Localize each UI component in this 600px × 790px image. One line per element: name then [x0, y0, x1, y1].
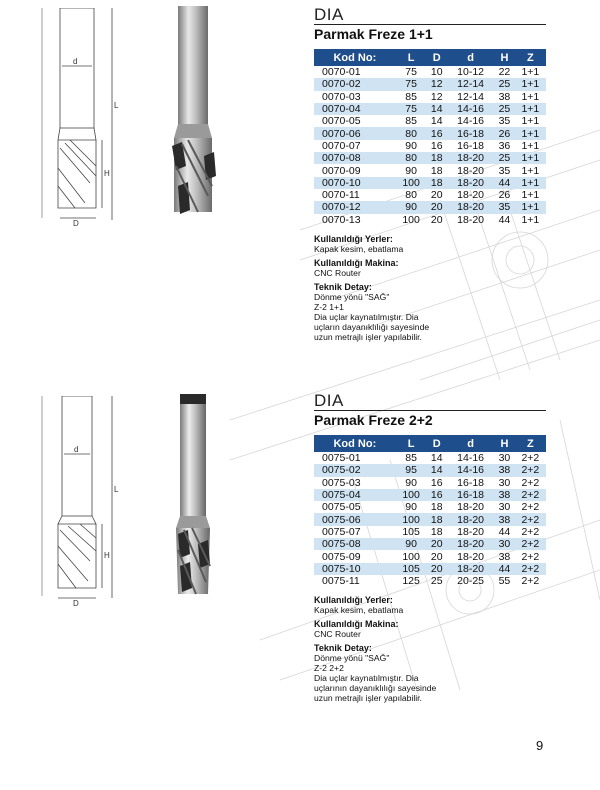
table-cell: 38	[494, 513, 515, 525]
drawing-label-L: L	[114, 485, 119, 494]
table-row	[314, 164, 546, 176]
table-row	[314, 78, 546, 90]
table-cell: 0070-12	[314, 201, 396, 213]
table-cell: 1+1	[515, 152, 546, 164]
table-cell: 105	[396, 563, 427, 575]
table-cell: 35	[498, 115, 511, 128]
product-photo-2	[168, 394, 218, 598]
column-header: d	[447, 435, 494, 452]
table-cell: 18	[430, 525, 443, 538]
table-cell: 0070-07	[322, 139, 361, 152]
spec-table-header	[314, 435, 546, 452]
table-cell: 85	[405, 90, 417, 103]
table-cell: 0070-08	[314, 152, 396, 164]
table-row	[314, 140, 546, 152]
drawing-label-D: D	[73, 599, 79, 606]
table-cell: 125	[402, 575, 420, 588]
table-cell: 35	[498, 164, 511, 177]
series-label: DIA	[314, 391, 344, 410]
table-cell: 18-20	[447, 513, 494, 525]
product-section-1	[0, 0, 600, 380]
table-row	[314, 103, 546, 115]
column-header: L	[396, 435, 427, 452]
table-cell: 16	[430, 476, 443, 489]
table-cell: 2+2	[515, 464, 546, 476]
table-cell: 14-16	[457, 115, 485, 128]
table-cell: 75	[396, 78, 427, 90]
table-cell: 0075-09	[322, 550, 361, 563]
table-cell: 20	[427, 538, 448, 550]
table-cell: 18-20	[457, 501, 485, 514]
table-cell: 16	[427, 127, 448, 139]
table-cell: 18-20	[447, 201, 494, 213]
table-cell: 18	[430, 501, 443, 514]
table-cell: 18	[427, 152, 448, 164]
table-cell: 0070-11	[322, 189, 360, 202]
table-cell: 2+2	[521, 452, 540, 465]
table-cell: 90	[405, 139, 417, 152]
product-section-2	[0, 392, 600, 722]
table-cell: 30	[494, 538, 515, 550]
table-row	[314, 550, 546, 562]
table-row	[314, 489, 546, 501]
product-info-2	[314, 595, 546, 703]
table-cell: 20	[427, 563, 448, 575]
table-cell: 75	[405, 66, 417, 79]
table-cell: 18-20	[457, 550, 485, 563]
table-cell: 95	[396, 464, 427, 476]
spec-table	[314, 49, 546, 226]
table-cell: 12	[430, 90, 443, 103]
table-cell: 12	[427, 78, 448, 90]
table-cell: 1+1	[521, 115, 540, 128]
column-header: Kod No:	[314, 435, 396, 452]
table-cell: 75	[396, 103, 427, 115]
table-cell: 30	[498, 476, 511, 489]
table-cell: 1+1	[515, 177, 546, 189]
table-cell: 2+2	[521, 550, 540, 563]
table-cell: 0075-10	[314, 563, 396, 575]
table-cell: 2+2	[515, 489, 546, 501]
table-cell: 20-25	[457, 575, 485, 588]
table-cell: 1+1	[515, 103, 546, 115]
table-cell: 90	[405, 501, 417, 514]
table-row	[314, 115, 546, 127]
table-row	[314, 152, 546, 164]
table-cell: 0070-05	[322, 115, 361, 128]
table-cell: 1+1	[515, 127, 546, 139]
table-cell: 16-18	[447, 489, 494, 501]
table-cell: 36	[498, 139, 511, 152]
table-row	[314, 66, 546, 78]
table-cell: 0070-10	[314, 177, 396, 189]
table-cell: 18-20	[447, 177, 494, 189]
table-cell: 0075-06	[314, 513, 396, 525]
usage-text: Kapak kesim, ebatlama	[314, 605, 404, 616]
column-header: Z	[515, 49, 546, 66]
detail-line: Dia uçlar kaynatılmıştır. Dia	[314, 311, 419, 322]
table-row	[314, 189, 546, 201]
table-row	[314, 477, 546, 489]
table-cell: 18-20	[457, 164, 485, 177]
table-cell: 44	[494, 177, 515, 189]
table-cell: 10-12	[457, 66, 485, 79]
table-cell: 0070-02	[314, 78, 396, 90]
table-cell: 1+1	[521, 213, 540, 226]
table-cell: 44	[498, 525, 511, 538]
detail-line: uçlarının dayanıklılığı sayesinde	[314, 683, 437, 694]
column-header: H	[494, 435, 515, 452]
table-row	[314, 501, 546, 513]
table-cell: 18	[430, 164, 443, 177]
table-cell: 16-18	[457, 476, 485, 489]
table-cell: 100	[402, 550, 420, 563]
table-cell: 38	[494, 489, 515, 501]
table-cell: 10	[430, 66, 443, 79]
table-cell: 25	[494, 78, 515, 90]
table-cell: 0070-01	[322, 66, 361, 79]
table-cell: 0075-05	[322, 501, 361, 514]
table-cell: 14-16	[447, 103, 494, 115]
drawing-label-D: D	[73, 219, 79, 228]
table-cell: 44	[494, 563, 515, 575]
table-cell: 18-20	[447, 152, 494, 164]
table-cell: 26	[498, 189, 511, 202]
table-cell: 0075-11	[322, 575, 360, 588]
table-cell: 2+2	[521, 575, 540, 588]
table-cell: 0075-01	[322, 452, 361, 465]
table-cell: 25	[494, 152, 515, 164]
column-header: d	[447, 49, 494, 66]
table-row	[314, 538, 546, 550]
usage-text: Kapak kesim, ebatlama	[314, 243, 404, 254]
table-cell: 1+1	[521, 139, 540, 152]
table-cell: 2+2	[521, 525, 540, 538]
detail-line: Dia uçlar kaynatılmıştır. Dia	[314, 673, 419, 684]
column-header: Kod No:	[314, 49, 396, 66]
product-title: Parmak Freze 2+2	[314, 410, 546, 429]
usage-heading: Kullanıldığı Yerler:	[314, 233, 393, 244]
table-cell: 20	[430, 189, 443, 202]
table-row	[314, 452, 546, 464]
table-cell: 55	[498, 575, 511, 588]
table-cell: 1+1	[521, 66, 540, 79]
table-cell: 18	[427, 513, 448, 525]
detail-line: Dönme yönü "SAĞ"	[314, 653, 390, 664]
table-cell: 2+2	[515, 538, 546, 550]
table-row	[314, 563, 546, 575]
product-info-1	[314, 234, 546, 342]
drawing-label-H: H	[104, 169, 110, 178]
table-cell: 30	[498, 501, 511, 514]
machine-heading: Kullanıldığı Makina:	[314, 257, 399, 268]
product-title: Parmak Freze 1+1	[314, 24, 546, 43]
table-cell: 0070-06	[314, 127, 396, 139]
table-cell: 1+1	[521, 189, 540, 202]
table-cell: 90	[396, 538, 427, 550]
detail-line: Dönme yönü "SAĞ"	[314, 291, 390, 302]
table-cell: 26	[494, 127, 515, 139]
table-cell: 80	[396, 152, 427, 164]
machine-heading: Kullanıldığı Makina:	[314, 619, 399, 630]
table-cell: 18-20	[457, 189, 485, 202]
drawing-label-d: d	[73, 57, 78, 66]
column-header: D	[427, 49, 448, 66]
spec-table-header	[314, 49, 546, 66]
page-number: 9	[536, 738, 544, 753]
table-cell: 16-18	[447, 127, 494, 139]
machine-text: CNC Router	[314, 267, 361, 278]
column-header: H	[494, 49, 515, 66]
table-cell: 1+1	[515, 201, 546, 213]
table-cell: 0070-04	[314, 103, 396, 115]
table-cell: 20	[427, 201, 448, 213]
table-cell: 2+2	[515, 563, 546, 575]
technical-drawing-2	[40, 396, 120, 606]
table-cell: 16	[427, 489, 448, 501]
table-row	[314, 464, 546, 476]
technical-drawing-1	[40, 8, 120, 228]
table-cell: 22	[498, 66, 511, 79]
usage-heading: Kullanıldığı Yerler:	[314, 595, 393, 606]
table-cell: 16-18	[457, 139, 485, 152]
table-cell: 90	[405, 164, 417, 177]
table-cell: 0075-03	[322, 476, 361, 489]
table-cell: 90	[405, 476, 417, 489]
product-content-2	[314, 392, 546, 707]
table-cell: 38	[494, 464, 515, 476]
detail-line: uzun metrajlı işler yapılabilir.	[314, 693, 422, 704]
table-row	[314, 575, 546, 587]
detail-line: uzun metrajlı işler yapılabilir.	[314, 331, 422, 342]
table-cell: 38	[498, 550, 511, 563]
table-cell: 30	[498, 452, 511, 465]
table-cell: 100	[396, 513, 427, 525]
table-cell: 0075-07	[322, 525, 361, 538]
table-cell: 35	[494, 201, 515, 213]
table-cell: 38	[498, 90, 511, 103]
table-cell: 0070-13	[322, 213, 361, 226]
table-cell: 12-14	[447, 78, 494, 90]
table-cell: 14	[430, 115, 443, 128]
table-cell: 18	[427, 177, 448, 189]
table-cell: 100	[396, 489, 427, 501]
table-cell: 90	[396, 201, 427, 213]
table-cell: 18-20	[457, 525, 485, 538]
table-cell: 20	[430, 550, 443, 563]
column-header: D	[427, 435, 448, 452]
series-label: DIA	[314, 5, 344, 24]
table-row	[314, 513, 546, 525]
table-row	[314, 177, 546, 189]
detail-line: Z-2 1+1	[314, 301, 344, 312]
table-cell: 14	[427, 464, 448, 476]
table-cell: 0070-03	[322, 90, 361, 103]
drawing-label-L: L	[114, 101, 119, 110]
table-cell: 105	[402, 525, 420, 538]
table-cell: 80	[396, 127, 427, 139]
detail-line: uçların dayanıklılığı sayesinde	[314, 321, 430, 332]
table-row	[314, 526, 546, 538]
table-cell: 2+2	[521, 501, 540, 514]
table-cell: 44	[498, 213, 511, 226]
table-cell: 1+1	[521, 90, 540, 103]
table-cell: 12-14	[457, 90, 485, 103]
table-cell: 1+1	[515, 78, 546, 90]
table-cell: 85	[405, 115, 417, 128]
table-cell: 100	[402, 213, 420, 226]
machine-text: CNC Router	[314, 629, 361, 640]
table-cell: 0070-09	[322, 164, 361, 177]
table-cell: 2+2	[521, 476, 540, 489]
column-header: L	[396, 49, 427, 66]
table-row	[314, 201, 546, 213]
table-cell: 25	[430, 575, 443, 588]
table-cell: 14-16	[447, 464, 494, 476]
table-cell: 0075-02	[314, 464, 396, 476]
table-cell: 2+2	[515, 513, 546, 525]
detail-line: Z-2 2+2	[314, 663, 344, 674]
table-cell: 14	[427, 103, 448, 115]
table-row	[314, 214, 546, 226]
table-cell: 25	[494, 103, 515, 115]
table-cell: 14	[430, 452, 443, 465]
table-cell: 100	[396, 177, 427, 189]
table-cell: 85	[405, 452, 417, 465]
table-cell: 18-20	[447, 563, 494, 575]
table-cell: 0075-08	[314, 538, 396, 550]
detail-heading: Teknik Detay:	[314, 643, 372, 654]
column-header: Z	[515, 435, 546, 452]
spec-table	[314, 435, 546, 587]
table-cell: 20	[430, 213, 443, 226]
product-photo-1	[168, 6, 218, 220]
table-cell: 14-16	[457, 452, 485, 465]
table-cell: 16	[430, 139, 443, 152]
product-content-1	[314, 6, 546, 346]
table-row	[314, 127, 546, 139]
table-cell: 80	[405, 189, 417, 202]
table-cell: 18-20	[447, 538, 494, 550]
detail-heading: Teknik Detay:	[314, 281, 372, 292]
table-cell: 0075-04	[314, 489, 396, 501]
drawing-label-H: H	[104, 551, 110, 560]
table-cell: 1+1	[521, 164, 540, 177]
table-row	[314, 91, 546, 103]
drawing-label-d: d	[74, 445, 79, 454]
table-cell: 18-20	[457, 213, 485, 226]
